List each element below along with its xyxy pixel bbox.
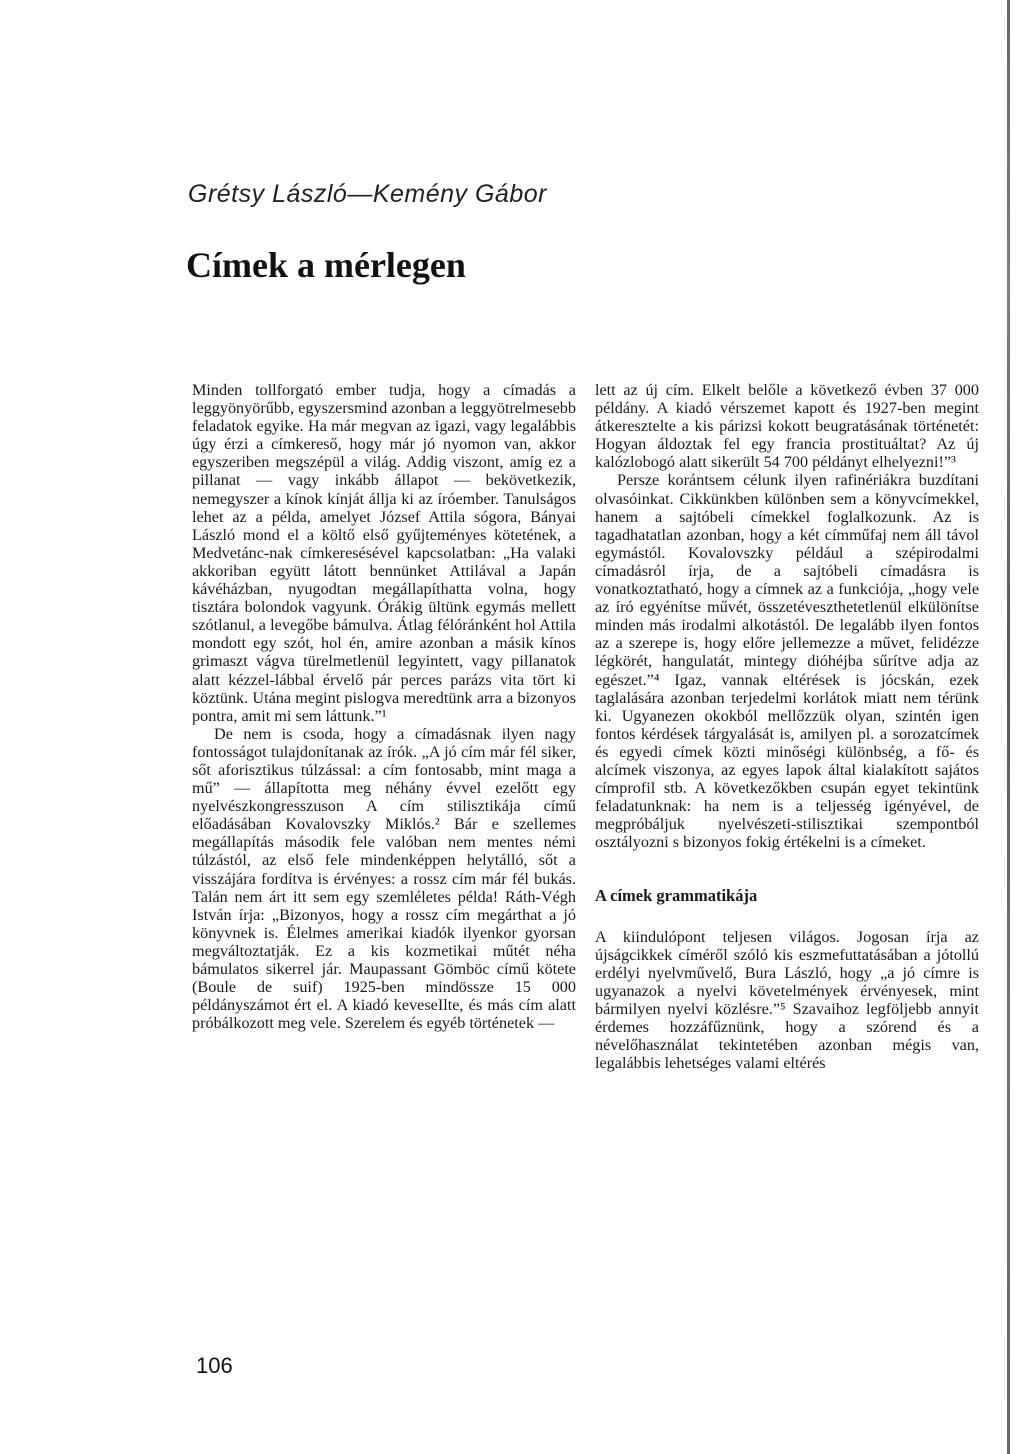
right-column: [595, 381, 979, 1072]
page-number: 106: [196, 1353, 233, 1378]
body-paragraph: A kiindulópont teljesen világos. Jogosan írja az újságcikkek címéről szóló kis eszmefuttatásában a jótollú erdélyi nyelvművelő, Bura László, hogy „a jó címre is ugyanazok a nyelvi követelmények érvényesek, mint bármilyen nyelvi közlésre.”⁵ Szavaihoz legföljebb annyit érdemes hozzáfűznünk, hogy a szórend és a névelőhasználat tekintetében azonban mégis van, legalábbis lehetséges valami eltérés: [595, 927, 979, 1073]
body-paragraph: De nem is csoda, hogy a címadásnak ilyen nagy fontosságot tulajdonítanak az írók. „A jó cím már fél siker, sőt aforisztikus túlzással: a cím fontosabb, mint maga a mű” — állapította meg néhány évvel ezelőtt egy nyelvészkongresszuson A cím stilisztikája című előadásában Kovalovszky Miklós.² Bár e szellemes megállapítás második fele valóban nem mentes némi túlzástól, az első fele mindenképpen helytálló, sőt a visszájára fordítva is érvényes: a rossz cím már fél bukás. Talán nem árt itt sem egy szemléletes példa! Ráth-Végh István írja: „Bizonyos, hogy a rossz cím megárthat a jó könyvnek is. Élelmes amerikai kiadók ilyenkor gyorsan megváltoztatják. Ez a kis kozmetikai műtét néha bámulatos sikerrel jár. Maupassant Gömböc című kötete (Boule de suif) 1925-ben mindössze 15 000 példányszámot ért el. A kiadó keveseIlte, és más cím alatt próbálkozott meg vele. Szerelem és egyéb történetek —: [192, 724, 576, 1033]
body-paragraph: Persze korántsem célunk ilyen rafinériákra buzdítani olvasóinkat. Cikkünkben különben sem a könyvcímekkel, hanem a sajtóbeli címekkel foglalkozunk. Az is tagadhatatlan azonban, hogy a két címműfaj nem áll távol egymástól. Kovalovszky például a szépirodalmi címadásról írja, de a sajtóbeli címadásra is vonatkoztatható, hogy a címnek az a funkciója, „hogy vele az író egyénítse művét, összetéveszthetetlenül elkülönítse minden más irodalmi alkotástól. De legalább ilyen fontos az a szerepe is, hogy előre jellemezze a művet, felidézze légkörét, hangulatát, mintegy dióhéjba sűrítve adja az egészet.”⁴ Igaz, vannak eltérések is jócskán, ezek taglalására azonban terjedelmi korlátok miatt nem térünk ki. Ugyanezen okokból mellőzzük olyan, szintén igen fontos kérdések tárgyalását is, amilyen pl. a sorozatcímek és egyedi címek közti minőségi különbség, a fő- és alcímek viszonya, az egyes lapok által kialakított sajátos címprofil stb. A következőkben csupán egyet tekintünk feladatunknak: ha nem is a teljesség igényével, de megpróbáljuk nyelvészeti-stilisztikai szempontból osztályozni s bizonyos fokig értékelni is a címeket.: [595, 471, 979, 852]
article-authors: Grétsy László—Kemény Gábor: [188, 180, 547, 208]
section-heading: A címek grammatikája: [595, 886, 758, 906]
left-column: [192, 381, 576, 1032]
body-paragraph: lett az új cím. Elkelt belőle a következő évben 37 000 példány. A kiadó vérszemet kapott és 1927-ben megint átkeresztelte a kis párizsi kokott beugratásának történetét: Hogyan áldoztak fel egy francia prostituáltat? Az új kalózlobogó alatt sikerült 54 700 példányt elhelyezni!”³: [595, 381, 979, 472]
scan-edge-line: [1007, 0, 1010, 1454]
article-title: Címek a mérlegen: [186, 245, 466, 285]
body-paragraph: Minden tollforgató ember tudja, hogy a címadás a leggyönyörűbb, egyszersmind azonban a leggyötrelmesebb feladatok egyike. Ha már megvan az igazi, vagy legalábbis úgy érzi a címkereső, hogy már jó nyomon van, akkor egyszeriben megszépül a világ. Addig viszont, amíg ez a pillanat — vagy inkább állapot — bekövetkezik, nemegyszer a kínok kínját állja ki az íróember. Tanulságos lehet az a példa, amelyet József Attila sógora, Bányai László mond el a költő első gyűjteményes kötetének, a Medvetánc-nak címkeresésével kapcsolatban: „Ha valaki akkoriban együtt látott bennünket Attilával a Japán kávéházban, nyugodtan megállapíthatta volna, hogy tisztára bolondok vagyunk. Órákig ültünk egymás mellett szótlanul, a levegőbe bámulva. Átlag félóránként hol Attila mondott egy szót, hol én, amire azonban a másik kínos grimaszt vágva türelmetlenül legyintett, vagy pillanatok alatt kézzel-lábbal érvelő pár perces parázs vita tört ki köztünk. Utána megint pislogva meredtünk arra a bizonyos pontra, amit mi sem láttunk.”¹: [192, 381, 576, 725]
